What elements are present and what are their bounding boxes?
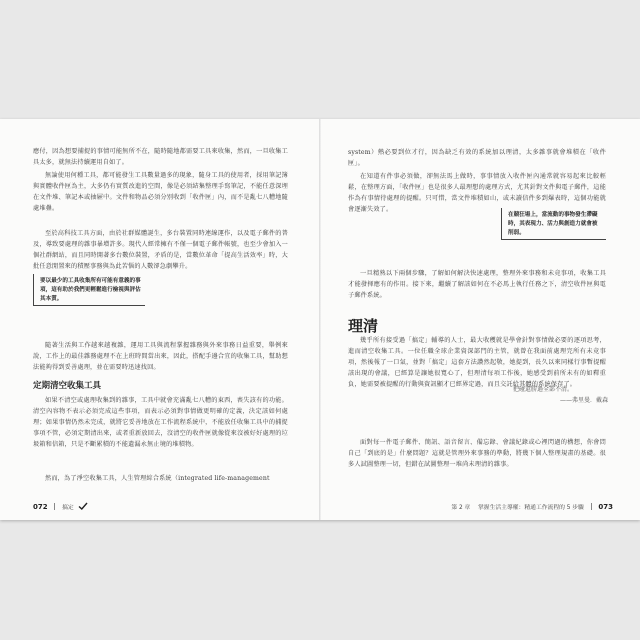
right-section-heading: 理清 [348,317,379,335]
right-footer [451,502,613,511]
right-page-number: 073 [598,503,613,511]
left-footer [33,502,88,511]
right-paragraph-3: 一旦精熟以下兩個步驟，了解如何解決快速處理，整理外來事務和未竟事項，收集工具才能發揮應有的作用。接下來，繼續了解該如何在不必馬上執行任務之下，清空收件匣與電子郵件系統。 [348,270,606,299]
left-paragraph-6: 然而，為了淨空收集工具，人生管理綜合系統（integrated life-management [45,475,270,482]
left-paragraph-3: 至於高科技工具方面，由於社群媒體誕生，多台裝置同時連線運作，以及電子郵件的普及，導致要處理的雜事暴增許多。現代人經常擁有不僅一個電子郵件帳號，也至少會加入一個社群網站，而且同時開著多台數位裝置，矛盾的是，當數位革命「提高生活效率」時，大批任意閒置來的積壓事務與為此苦惱的人數卻急劇攀升。 [33,230,288,270]
right-callout-box: 在競狂場上，當流動的事物發生滯礙時，其表現力、活力與創造力就會被削弱。 [501,208,606,240]
right-chapter-title: 掌握生活主導權：精通工作流程的 5 步驟 [477,505,584,511]
book-spread [0,119,640,520]
left-paragraph-2: 無論使用何種工具，都可能發生工具數量過多的現象，隨身工具的使用者，採用筆記簿與實體收件匣為主，大多仍有實質改進的空間，像是必須結集整理手寫筆記，不能任意深埋在文件堆、筆記本或抽屜中。文件和物品必須分別收到「收件匣」內，而不是亂七八糟地隨處堆疊。 [33,172,288,212]
left-paragraph-5: 如果不清空或處理收集到的雜事，工具中就會充滿亂七八糟的東西，喪失該有的功能。清空內容物不表示必須完成這些事項，而表示必須對事情做更明確的定義，決定該如何處理；如果事情仍然未完成，就將它妥善地放在工作流程系統中，不能放任收集工具中的捕捉事項不管，必須定期清出來，或者重新放回去，沒清空的收件匣就像從來沒被好好處理的垃圾箱和信箱，只是不斷累積的不能遺漏永無止境的堆積物。 [33,397,288,448]
left-paragraph-1: 應付，因為想要捕捉的事情可能無所不在，隨時隨地都需要工具來收集，然而，一旦收集工具太多，就無法持續運用自如了。 [33,148,288,166]
right-paragraph-5: 面對每一件電子郵件、簡訊、語音留言、備忘錄、會議紀錄或心裡閃過的構想，你會問自己「到底的是」什麼問題？這就是管理外來事務的準動，將幾下個人整理規畫的基礎。很多人試圖整理一切，但錯在試圖整理一堆尚未理清的雜事。 [348,439,606,468]
footer-divider [591,503,592,510]
right-page [321,119,640,520]
right-paragraph-1: system）熱必要到位才行，因為缺乏有效的系統加以理清，太多雜事就會堆積在「收件匣」。 [348,149,606,167]
right-paragraph-4: 幾乎所有接受過「搞定」輔導的人士，最大收穫就是學會針對事情做必要的逐項思考，進而清空收集工具。一位任職全球企業資深部門的主管，就曾在我面前處理完所有未竟事項，然後報了一口氣，並對「搞定」這套方法讚然起敬，她提到，長久以來同樣行事暫提醒該出現的會議，已經算是讓她很寬心了，但理清每項工作後，她感受到前所未有的如釋重負，她需要被提醒的行動與資訊顯才已經界定過，而且交託給其體的系統保存了。 [348,337,606,388]
checkmark-icon [78,502,88,510]
left-paragraph-4: 隨著生活與工作越來越複雜，運用工具與流程掌握雜務與外來事務日益重要，舉例來說，工作上的最佳雜務處理不在上班時間當出來，因此，搭配手邊合宜的收集工具，幫助想法能夠得到妥善處理，並在需要時迅速找回。 [33,342,288,371]
right-paragraph-2: 在知道有件事必須做，卻無法馬上做時，事事情放入收件匣內通常就容易起來比較輕鬆，在整理方面，「收件匣」也是很多人最理想的處理方式，尤其針對文件與電子郵件，這能作為有事情待處理的提醒。只可惜，當文件堆積如山，或未讀信件多到爆表時，這個功能就會逐漸失效了。 [348,173,606,213]
right-chapter-label: 第 2 章 [451,505,471,511]
epigraph-quote [513,384,608,406]
left-callout-box: 要以最少的工具收集所有可能有意義的事項，這有助於我們更輕鬆進行檢視與評估其本質。 [33,274,145,306]
left-page-number: 072 [33,503,48,511]
left-running-title: 搞定 [62,505,74,511]
footer-divider [54,503,55,510]
left-page [0,119,319,520]
quote-attribution: ——弗里曼．戴森 [559,397,608,404]
left-section-heading: 定期清空收集工具 [33,381,102,391]
quote-text: 把碰還勝過全部不清。 [513,386,574,393]
